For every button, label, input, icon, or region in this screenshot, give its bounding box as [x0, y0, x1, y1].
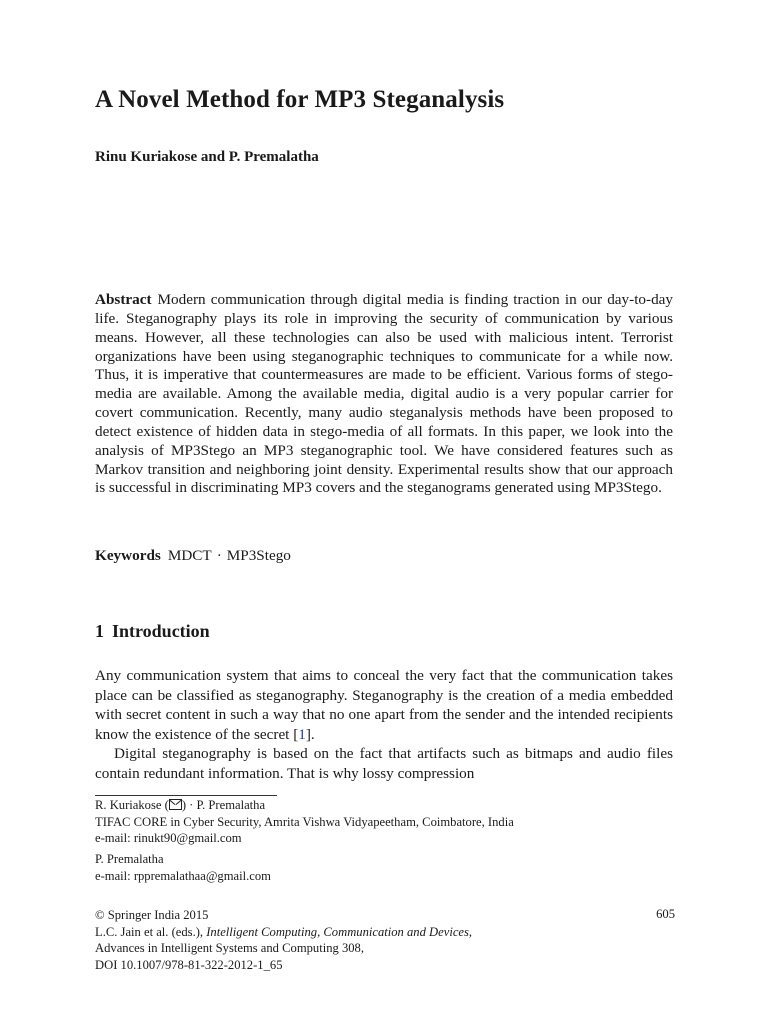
footnote-authors-prefix: R. Kuriakose ( — [95, 798, 169, 812]
author-footnote — [95, 797, 695, 847]
editors-suffix: , — [468, 924, 473, 939]
footnote-email: e-mail: rinukt90@gmail.com — [95, 831, 242, 845]
page-number: 605 — [656, 907, 675, 921]
footnote-authors-line — [95, 797, 695, 814]
intro-paragraph-text: Any communication system that aims to conceal the very fact that the communication takes place can be classified as steganography. Steganography is the creation of a media embedded with secret content in such a way that no one apart from the sender and the intended recipients know the existence of the secret [ — [95, 667, 673, 743]
citation-link[interactable]: 1 — [298, 725, 306, 743]
abstract — [95, 291, 673, 498]
footnote-name: P. Premalatha — [95, 852, 164, 866]
intro-paragraph-text-end: ]. — [305, 725, 315, 743]
intro-paragraph — [95, 666, 673, 744]
author-footnote — [95, 851, 695, 884]
section-title: Introduction — [112, 621, 210, 641]
abstract-label: Abstract — [95, 291, 152, 308]
book-title: Intelligent Computing, Communication and Devices — [206, 924, 469, 939]
paper-title: A Novel Method for MP3 Steganalysis — [95, 86, 505, 113]
keyword-separator: · — [216, 547, 222, 564]
keywords — [95, 547, 291, 565]
section-heading — [95, 621, 210, 642]
section-number: 1 — [95, 621, 104, 641]
envelope-icon — [169, 799, 182, 810]
abstract-text: Modern communication through digital media is finding traction in our day-to-day life. Steganography plays its role in improving the security of communication by various means. However, all these technologies can also be used with malicious intent. Terrorist organizations have been using steganographic techniques to communicate for a while now. Thus, it is imperative that countermeasures are made to be efficient. Various forms of stego-media are available. Among the available media, digital audio is a very popular carrier for covert communication. Recently, many audio steganalysis methods have been proposed to detect existence of hidden data in stego-media of all formats. In this paper, we look into the analysis of MP3Stego an MP3 steganographic tool. We have considered features such as Markov transition and neighboring joint density. Experimental results show that our approach is successful in discriminating MP3 covers and the steganograms generated using MP3Stego. — [95, 291, 673, 497]
copyright-line: © Springer India 2015 — [95, 908, 209, 922]
footnote-divider — [95, 795, 277, 796]
keyword-item: MDCT — [167, 547, 212, 564]
series-line: Advances in Intelligent Systems and Computing 308, — [95, 941, 364, 955]
paper-authors: Rinu Kuriakose and P. Premalatha — [95, 149, 319, 165]
publication-info — [95, 907, 675, 973]
editors-prefix: L.C. Jain et al. (eds.), — [95, 924, 207, 939]
editors-line — [95, 924, 675, 941]
introduction-body — [95, 666, 673, 783]
footnote-affiliation: TIFAC CORE in Cyber Security, Amrita Vishwa Vidyapeetham, Coimbatore, India — [95, 814, 514, 829]
keywords-label: Keywords — [95, 547, 161, 564]
intro-paragraph: Digital steganography is based on the fact that artifacts such as bitmaps and audio files contain redundant information. That is why lossy compression — [95, 745, 673, 782]
footnote-email: e-mail: rppremalathaa@gmail.com — [95, 868, 271, 883]
doi-line: DOI 10.1007/978-81-322-2012-1_65 — [95, 957, 283, 972]
keyword-item: MP3Stego — [226, 547, 291, 564]
footnote-authors-suffix: ) · P. Premalatha — [181, 798, 266, 812]
